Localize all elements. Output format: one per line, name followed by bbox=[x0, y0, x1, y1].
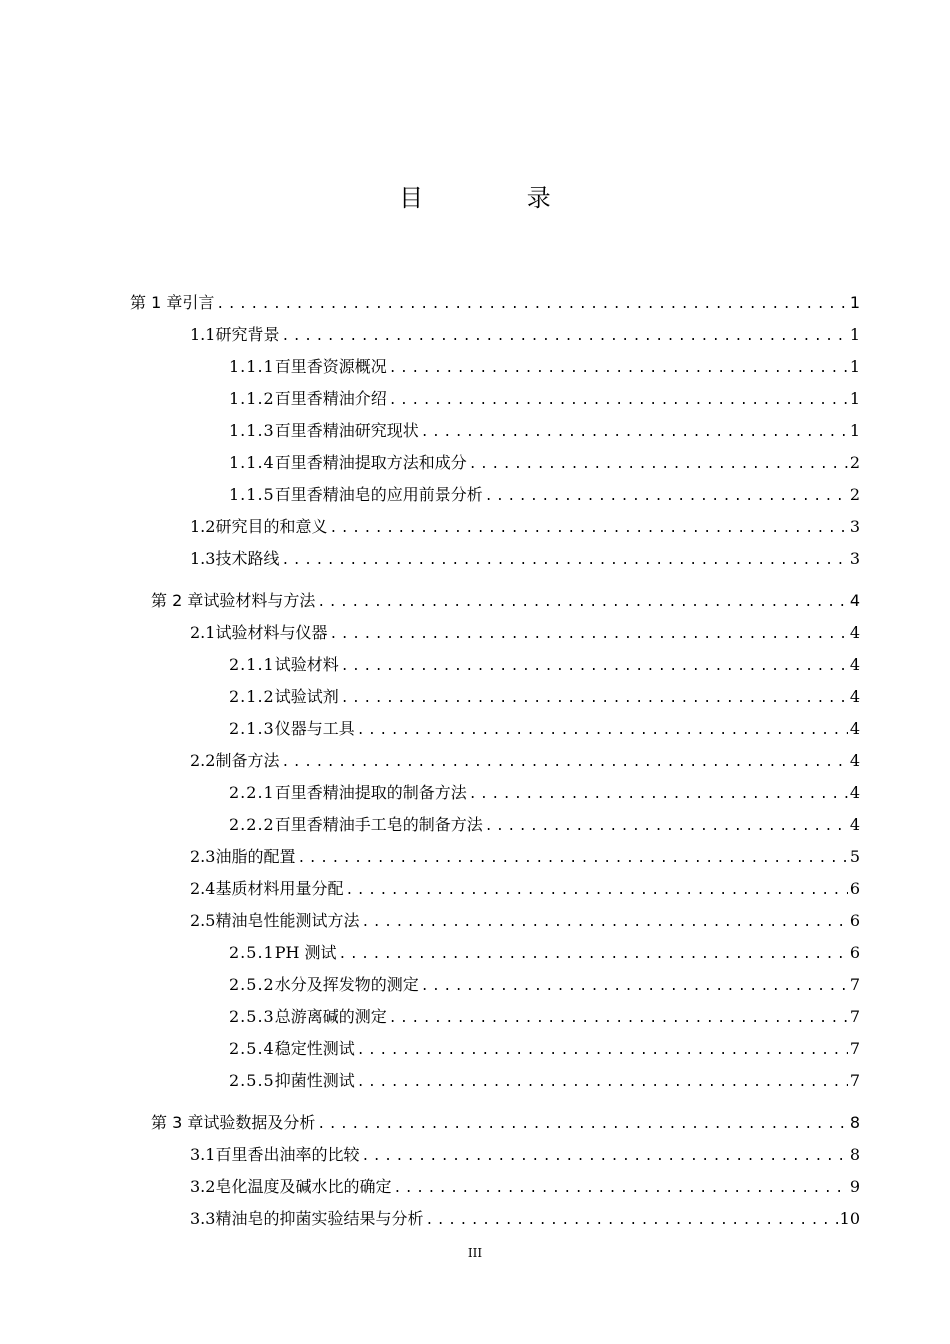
toc-dot-leader bbox=[341, 691, 848, 706]
toc-dot-leader bbox=[281, 553, 847, 568]
toc-dot-leader bbox=[357, 1075, 848, 1090]
toc-entry-number: 3.3 bbox=[190, 1209, 216, 1228]
toc-entry-title: 百里香精油手工皂的制备方法 bbox=[274, 815, 483, 834]
toc-entry-page: 4 bbox=[849, 719, 860, 738]
toc-entry-page: 6 bbox=[849, 879, 860, 898]
toc-dot-leader bbox=[485, 819, 848, 834]
toc-dot-leader bbox=[341, 659, 848, 674]
toc-entry-number: 1.1.3 bbox=[229, 421, 275, 440]
toc-entry-number: 3.2 bbox=[190, 1177, 216, 1196]
toc-entry-level-3[interactable] bbox=[229, 418, 860, 442]
toc-dot-leader bbox=[317, 595, 847, 610]
toc-entry-number: 2.1.2 bbox=[229, 687, 275, 706]
toc-entry-number: 2.2.2 bbox=[229, 815, 275, 834]
toc-entry-level-2[interactable] bbox=[190, 748, 860, 772]
toc-entry-page: 4 bbox=[849, 623, 860, 642]
toc-entry-level-2[interactable] bbox=[190, 844, 860, 868]
toc-entry-title: 精油皂的抑菌实验结果与分析 bbox=[215, 1209, 424, 1228]
toc-entry-number: 2.4 bbox=[190, 879, 216, 898]
toc-entry-number: 2.1 bbox=[190, 623, 216, 642]
toc-entry-title: 百里香精油研究现状 bbox=[274, 421, 419, 440]
toc-dot-leader bbox=[329, 521, 847, 536]
toc-entry-page: 1 bbox=[849, 325, 860, 344]
toc-dot-leader bbox=[297, 851, 847, 866]
toc-entry-level-3[interactable] bbox=[229, 972, 860, 996]
toc-entry-title: 试验数据及分析 bbox=[203, 1113, 316, 1132]
toc-dot-leader bbox=[345, 883, 847, 898]
toc-entry-title: 试验材料与方法 bbox=[203, 591, 316, 610]
toc-entry-title: 研究背景 bbox=[215, 325, 280, 344]
toc-entry-page: 4 bbox=[849, 591, 860, 610]
toc-entry-number: 2.5.1 bbox=[229, 943, 275, 962]
toc-entry-page: 6 bbox=[849, 911, 860, 930]
toc-entry-page: 7 bbox=[849, 1039, 860, 1058]
toc-entry-level-2[interactable] bbox=[190, 514, 860, 538]
toc-entry-title: 研究目的和意义 bbox=[215, 517, 328, 536]
toc-entry-number: 1.1.2 bbox=[229, 389, 275, 408]
toc-entry-number: 2.1.3 bbox=[229, 719, 275, 738]
toc-entry-title: 制备方法 bbox=[215, 751, 280, 770]
toc-dot-leader bbox=[361, 1149, 847, 1164]
toc-entry-page: 7 bbox=[849, 975, 860, 994]
toc-dot-leader bbox=[389, 1011, 848, 1026]
toc-entry-page: 8 bbox=[849, 1145, 860, 1164]
toc-entry-page: 4 bbox=[849, 783, 860, 802]
toc-entry-page: 2 bbox=[849, 485, 860, 504]
toc-entry-title: 百里香出油率的比较 bbox=[215, 1145, 360, 1164]
toc-entry-number: 2.3 bbox=[190, 847, 216, 866]
toc-entry-level-2[interactable] bbox=[190, 1142, 860, 1166]
toc-entry-title: 百里香精油介绍 bbox=[274, 389, 387, 408]
toc-entry-page: 7 bbox=[849, 1071, 860, 1090]
toc-entry-number: 2.5.2 bbox=[229, 975, 275, 994]
toc-entry-title: 皂化温度及碱水比的确定 bbox=[215, 1177, 392, 1196]
toc-entry-number: 2.5.3 bbox=[229, 1007, 275, 1026]
toc-entry-number: 2.2.1 bbox=[229, 783, 275, 802]
toc-entry-page: 5 bbox=[849, 847, 860, 866]
toc-entry-level-2[interactable] bbox=[190, 1174, 860, 1198]
toc-entry-page: 10 bbox=[839, 1209, 860, 1228]
toc-entry-level-3[interactable] bbox=[229, 1068, 860, 1092]
toc-dot-leader bbox=[469, 457, 848, 472]
toc-entry-page: 1 bbox=[849, 389, 860, 408]
toc-entry-level-1[interactable] bbox=[130, 290, 860, 314]
toc-entry-level-2[interactable] bbox=[190, 620, 860, 644]
toc-entry-page: 6 bbox=[849, 943, 860, 962]
toc-entry-number: 1.2 bbox=[190, 517, 216, 536]
toc-dot-leader bbox=[281, 329, 847, 344]
toc-entry-title: PH 测试 bbox=[274, 943, 337, 962]
toc-entry-number: 1.1.4 bbox=[229, 453, 275, 472]
toc-entry-title: 试验材料 bbox=[274, 655, 339, 674]
toc-entry-level-3[interactable] bbox=[229, 1004, 860, 1028]
toc-dot-leader bbox=[216, 297, 847, 312]
toc-entry-title: 油脂的配置 bbox=[215, 847, 296, 866]
toc-entry-title: 试验试剂 bbox=[274, 687, 339, 706]
toc-entry-number: 第 3 章 bbox=[151, 1113, 204, 1132]
toc-dot-leader bbox=[485, 489, 848, 504]
toc-entry-title: 精油皂性能测试方法 bbox=[215, 911, 360, 930]
toc-entry-level-2[interactable] bbox=[190, 908, 860, 932]
toc-entry-number: 第 2 章 bbox=[151, 591, 204, 610]
toc-entry-number: 1.1.1 bbox=[229, 357, 275, 376]
toc-entry-level-3[interactable] bbox=[229, 1036, 860, 1060]
toc-entry-page: 1 bbox=[849, 293, 860, 312]
toc-entry-title: 基质材料用量分配 bbox=[215, 879, 344, 898]
toc-entry-level-3[interactable] bbox=[229, 450, 860, 474]
toc-entry-number: 1.1.5 bbox=[229, 485, 275, 504]
toc-entry-level-2[interactable] bbox=[190, 1206, 860, 1230]
toc-entry-number: 1.3 bbox=[190, 549, 216, 568]
toc-entry-title: 百里香精油提取的制备方法 bbox=[274, 783, 467, 802]
toc-entry-title: 稳定性测试 bbox=[274, 1039, 355, 1058]
toc-entry-title: 仪器与工具 bbox=[274, 719, 355, 738]
toc-entry-level-2[interactable] bbox=[190, 546, 860, 570]
toc-entry-level-3[interactable] bbox=[229, 652, 860, 676]
toc-entry-page: 2 bbox=[849, 453, 860, 472]
toc-dot-leader bbox=[425, 1213, 837, 1228]
toc-dot-leader bbox=[317, 1117, 847, 1132]
toc-entry-number: 2.2 bbox=[190, 751, 216, 770]
toc-dot-leader bbox=[281, 755, 847, 770]
toc-entry-level-2[interactable] bbox=[190, 322, 860, 346]
toc-entry-page: 4 bbox=[849, 815, 860, 834]
toc-entry-page: 9 bbox=[849, 1177, 860, 1196]
toc-entry-level-3[interactable] bbox=[229, 482, 860, 506]
toc-entry-level-3[interactable] bbox=[229, 354, 860, 378]
toc-dot-leader bbox=[329, 627, 847, 642]
toc-entry-number: 2.5.4 bbox=[229, 1039, 275, 1058]
toc-entry-title: 总游离碱的测定 bbox=[274, 1007, 387, 1026]
toc-dot-leader bbox=[357, 1043, 848, 1058]
toc-entry-level-1[interactable] bbox=[151, 1110, 860, 1134]
toc-entry-page: 4 bbox=[849, 687, 860, 706]
toc-entry-level-2[interactable] bbox=[190, 876, 860, 900]
toc-entry-number: 2.5.5 bbox=[229, 1071, 275, 1090]
toc-entry-title: 技术路线 bbox=[215, 549, 280, 568]
toc-entry-page: 3 bbox=[849, 549, 860, 568]
toc-entry-title: 抑菌性测试 bbox=[274, 1071, 355, 1090]
toc-entry-title: 百里香精油提取方法和成分 bbox=[274, 453, 467, 472]
toc-entry-number: 1.1 bbox=[190, 325, 216, 344]
page-number-footer: III bbox=[467, 1246, 483, 1260]
toc-entry-title: 百里香资源概况 bbox=[274, 357, 387, 376]
toc-dot-leader bbox=[389, 393, 848, 408]
toc-dot-leader bbox=[393, 1181, 847, 1196]
toc-entry-page: 4 bbox=[849, 655, 860, 674]
toc-entry-number: 2.5 bbox=[190, 911, 216, 930]
toc-dot-leader bbox=[339, 947, 848, 962]
toc-entry-level-1[interactable] bbox=[151, 588, 860, 612]
toc-entry-page: 3 bbox=[849, 517, 860, 536]
toc-entry-title: 引言 bbox=[182, 293, 215, 312]
toc-dot-leader bbox=[389, 361, 848, 376]
toc-dot-leader bbox=[469, 787, 848, 802]
toc-entry-number: 2.1.1 bbox=[229, 655, 275, 674]
toc-entry-title: 水分及挥发物的测定 bbox=[274, 975, 419, 994]
toc-entry-level-3[interactable] bbox=[229, 812, 860, 836]
toc-entry-page: 8 bbox=[849, 1113, 860, 1132]
toc-dot-leader bbox=[421, 425, 848, 440]
toc-entry-level-3[interactable] bbox=[229, 940, 860, 964]
toc-entry-page: 7 bbox=[849, 1007, 860, 1026]
toc-entry-number: 第 1 章 bbox=[130, 293, 183, 312]
toc-entry-page: 4 bbox=[849, 751, 860, 770]
toc-entry-title: 百里香精油皂的应用前景分析 bbox=[274, 485, 483, 504]
toc-entry-page: 1 bbox=[849, 421, 860, 440]
page-title: 目 录 bbox=[399, 184, 599, 212]
toc-entry-title: 试验材料与仪器 bbox=[215, 623, 328, 642]
toc-entry-level-3[interactable] bbox=[229, 386, 860, 410]
toc-dot-leader bbox=[361, 915, 847, 930]
toc-dot-leader bbox=[421, 979, 848, 994]
toc-entry-level-3[interactable] bbox=[229, 780, 860, 804]
toc-dot-leader bbox=[357, 723, 848, 738]
toc-entry-level-3[interactable] bbox=[229, 716, 860, 740]
toc-entry-number: 3.1 bbox=[190, 1145, 216, 1164]
toc-entry-page: 1 bbox=[849, 357, 860, 376]
toc-entry-level-3[interactable] bbox=[229, 684, 860, 708]
